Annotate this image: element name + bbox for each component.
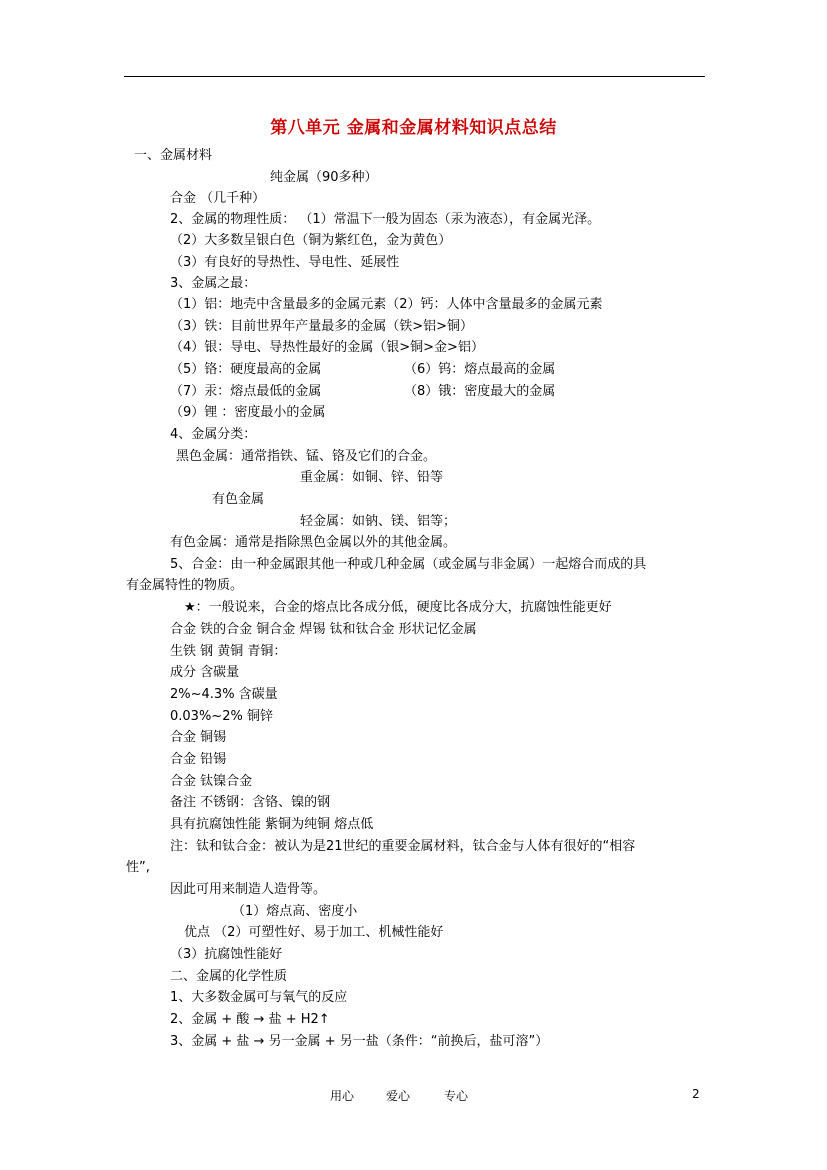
text-line: 生铁 钢 黄铜 青铜： — [170, 644, 287, 659]
page-number: 2 — [692, 1087, 700, 1101]
text-line: 轻金属：如钠、镁、铝等； — [300, 514, 457, 529]
text-line: 有色金属 — [212, 492, 265, 507]
text-line: （4）银：导电、导热性最好的金属（银>铜>金>铝） — [170, 340, 484, 355]
text-line: 4、金属分类： — [170, 427, 257, 442]
text-line: 3、金属 + 盐 → 另一金属 + 另一盐（条件：“前换后，盐可溶”） — [170, 1034, 549, 1049]
text-line: 重金属：如铜、锌、铅等 — [300, 470, 444, 485]
text-line: 有色金属：通常是指除黑色金属以外的其他金属。 — [170, 535, 457, 550]
text-line: （1）铝：地壳中含量最多的金属元素（2）钙：人体中含量最多的金属元素 — [170, 297, 603, 312]
footer-text-3: 专心 — [444, 1089, 469, 1103]
text-line: 注：钛和钛合金：被认为是21世纪的重要金属材料，钛合金与人体有很好的“相容 — [170, 839, 636, 854]
text-line: 2%~4.3% 含碳量 — [170, 687, 278, 702]
text-line: 成分 含碳量 — [170, 665, 240, 680]
text-line: 5、合金：由一种金属跟其他一种或几种金属（或金属与非金属）一起熔合而成的具 — [170, 557, 647, 572]
text-line: 3、金属之最： — [170, 276, 257, 291]
text-line: （3）铁：目前世界年产量最多的金属（铁>铝>铜） — [170, 319, 474, 334]
text-line: 合金 铜锡 — [170, 730, 227, 745]
text-line: 合金 铅锡 — [170, 752, 227, 767]
text-line: （9）锂 ：密度最小的金属 — [170, 405, 326, 420]
text-line: 纯金属（90多种） — [270, 170, 378, 185]
text-line: 1、大多数金属可与氧气的反应 — [170, 990, 348, 1005]
text-line: 2、金属 + 酸 → 盐 + H2↑ — [170, 1012, 330, 1027]
text-line: 0.03%~2% 铜锌 — [170, 709, 273, 724]
footer-text-1: 用心 — [330, 1089, 355, 1103]
text-line: ★：一般说来，合金的熔点比各成分低，硬度比各成分大，抗腐蚀性能更好 — [184, 600, 612, 615]
text-line: （3）有良好的导热性、导电性、延展性 — [170, 255, 400, 270]
text-line: 一、金属材料 — [134, 148, 213, 163]
text-line: （7）汞：熔点最低的金属 — [170, 384, 322, 399]
text-line: 合金 铁的合金 铜合金 焊锡 钛和钛合金 形状记忆金属 — [170, 622, 477, 637]
text-line: 2、金属的物理性质： （1）常温下一般为固态（汞为液态），有金属光泽。 — [170, 212, 601, 227]
text-line: 黑色金属：通常指铁、锰、铬及它们的合金。 — [176, 449, 437, 464]
text-line: 有金属特性的物质。 — [126, 578, 244, 593]
text-line: （2）大多数呈银白色（铜为紫红色，金为黄色） — [170, 233, 452, 248]
text-line: 合金 钛镍合金 — [170, 774, 253, 789]
header-rule — [124, 76, 705, 77]
text-line: 合金 （几千种） — [170, 191, 266, 206]
text-line: 性”, — [126, 860, 150, 875]
page-title: 第八单元 金属和金属材料知识点总结 — [270, 118, 557, 138]
text-line: 二、金属的化学性质 — [170, 969, 288, 984]
text-line: （3）抗腐蚀性能好 — [170, 947, 283, 962]
text-line: （8）锇：密度最大的金属 — [404, 384, 556, 399]
text-line: 具有抗腐蚀性能 紫铜为纯铜 熔点低 — [170, 817, 374, 832]
text-line: （5）铬：硬度最高的金属 — [170, 362, 322, 377]
footer-text-2: 爱心 — [386, 1089, 411, 1103]
text-line: 优点 （2）可塑性好、易于加工、机械性能好 — [184, 925, 444, 940]
text-line: （1）熔点高、密度小 — [232, 904, 358, 919]
text-line: （6）钨：熔点最高的金属 — [404, 362, 556, 377]
text-line: 备注 不锈钢：含铬、镍的钢 — [170, 795, 331, 810]
text-line: 因此可用来制造人造骨等。 — [170, 882, 327, 897]
